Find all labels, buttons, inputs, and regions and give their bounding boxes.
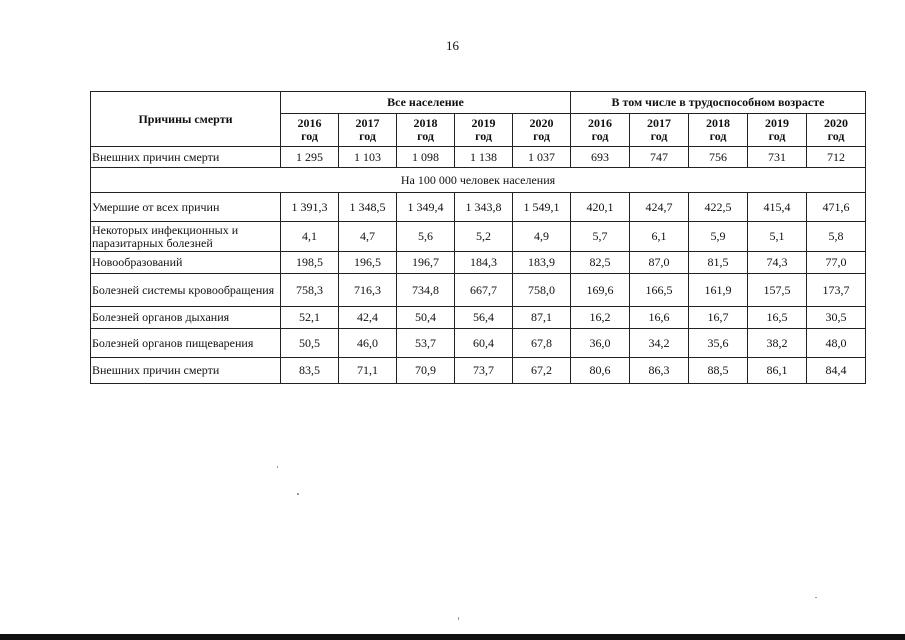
- value-cell: 67,8: [513, 329, 571, 358]
- table-row: [91, 358, 866, 384]
- value-cell: 183,9: [513, 252, 571, 274]
- group-header-all: Все население: [281, 92, 571, 114]
- value-cell: 67,2: [513, 358, 571, 384]
- year-header-cell: [689, 114, 748, 147]
- value-cell: 5,6: [397, 222, 455, 252]
- year-label: 2020: [824, 116, 848, 130]
- value-cell: 52,1: [281, 307, 339, 329]
- value-cell: 86,3: [630, 358, 689, 384]
- row-label: Новообразований: [91, 252, 281, 274]
- value-cell: 1 103: [339, 147, 397, 168]
- year-label: 2018: [413, 116, 438, 130]
- year-unit: год: [475, 129, 492, 143]
- row-label: Внешних причин смерти: [91, 358, 281, 384]
- scan-speck: [277, 466, 278, 468]
- value-cell: 734,8: [397, 274, 455, 307]
- value-cell: 747: [630, 147, 689, 168]
- year-header-cell: [397, 114, 455, 147]
- mortality-table: [90, 91, 866, 384]
- value-cell: 184,3: [455, 252, 513, 274]
- year-unit: год: [359, 129, 376, 143]
- table-row: [91, 307, 866, 329]
- row-label: Болезней органов пищеварения: [91, 329, 281, 358]
- value-cell: 16,6: [630, 307, 689, 329]
- value-cell: 48,0: [807, 329, 866, 358]
- row-label: Болезней системы кровообращения: [91, 274, 281, 307]
- value-cell: 420,1: [571, 193, 630, 222]
- value-cell: 758,3: [281, 274, 339, 307]
- causes-header: Причины смерти: [91, 92, 281, 147]
- value-cell: 716,3: [339, 274, 397, 307]
- value-cell: 1 138: [455, 147, 513, 168]
- year-label: 2020: [529, 116, 554, 130]
- value-cell: 70,9: [397, 358, 455, 384]
- year-unit: год: [768, 129, 786, 143]
- value-cell: 758,0: [513, 274, 571, 307]
- value-cell: 50,4: [397, 307, 455, 329]
- value-cell: 46,0: [339, 329, 397, 358]
- value-cell: 731: [748, 147, 807, 168]
- value-cell: 198,5: [281, 252, 339, 274]
- year-label: 2017: [647, 116, 671, 130]
- value-cell: 42,4: [339, 307, 397, 329]
- value-cell: 196,7: [397, 252, 455, 274]
- value-cell: 80,6: [571, 358, 630, 384]
- value-cell: 422,5: [689, 193, 748, 222]
- year-unit: год: [650, 129, 668, 143]
- value-cell: 667,7: [455, 274, 513, 307]
- value-cell: 1 349,4: [397, 193, 455, 222]
- year-unit: год: [827, 129, 845, 143]
- value-cell: 166,5: [630, 274, 689, 307]
- value-cell: 84,4: [807, 358, 866, 384]
- value-cell: 161,9: [689, 274, 748, 307]
- value-cell: 1 037: [513, 147, 571, 168]
- year-label: 2018: [706, 116, 730, 130]
- value-cell: 82,5: [571, 252, 630, 274]
- group-header-working-age: В том числе в трудоспособном возрасте: [571, 92, 866, 114]
- year-header-cell: [455, 114, 513, 147]
- value-cell: 71,1: [339, 358, 397, 384]
- value-cell: 73,7: [455, 358, 513, 384]
- value-cell: 157,5: [748, 274, 807, 307]
- page-number: 16: [446, 38, 459, 53]
- value-cell: 87,0: [630, 252, 689, 274]
- value-cell: 169,6: [571, 274, 630, 307]
- year-header-cell: [630, 114, 689, 147]
- value-cell: 53,7: [397, 329, 455, 358]
- value-cell: 86,1: [748, 358, 807, 384]
- scan-speck: [815, 597, 817, 598]
- value-cell: 83,5: [281, 358, 339, 384]
- value-cell: 1 549,1: [513, 193, 571, 222]
- year-label: 2017: [355, 116, 380, 130]
- value-cell: 81,5: [689, 252, 748, 274]
- rate-subheader: На 100 000 человек населения: [91, 168, 866, 193]
- year-unit: год: [591, 129, 609, 143]
- value-cell: 16,5: [748, 307, 807, 329]
- value-cell: 88,5: [689, 358, 748, 384]
- year-header-cell: [339, 114, 397, 147]
- value-cell: 1 295: [281, 147, 339, 168]
- year-unit: год: [709, 129, 727, 143]
- value-cell: 712: [807, 147, 866, 168]
- scan-speck: [458, 617, 459, 620]
- value-cell: 74,3: [748, 252, 807, 274]
- value-cell: 196,5: [339, 252, 397, 274]
- value-cell: 5,8: [807, 222, 866, 252]
- year-header-cell: [513, 114, 571, 147]
- value-cell: 38,2: [748, 329, 807, 358]
- year-unit: год: [417, 129, 434, 143]
- year-header-cell: [748, 114, 807, 147]
- value-cell: 4,9: [513, 222, 571, 252]
- value-cell: 1 098: [397, 147, 455, 168]
- value-cell: 56,4: [455, 307, 513, 329]
- row-label: Некоторых инфекционных и паразитарных болезней: [91, 222, 281, 252]
- table-row: [91, 193, 866, 222]
- value-cell: 30,5: [807, 307, 866, 329]
- value-cell: 4,1: [281, 222, 339, 252]
- value-cell: 16,7: [689, 307, 748, 329]
- table-row: [91, 329, 866, 358]
- table-row: [91, 274, 866, 307]
- value-cell: 5,7: [571, 222, 630, 252]
- year-label: 2016: [297, 116, 322, 130]
- value-cell: 693: [571, 147, 630, 168]
- value-cell: 77,0: [807, 252, 866, 274]
- value-cell: 34,2: [630, 329, 689, 358]
- year-unit: год: [301, 129, 318, 143]
- scan-speck: [297, 493, 299, 495]
- value-cell: 5,1: [748, 222, 807, 252]
- year-header-cell: [571, 114, 630, 147]
- value-cell: 16,2: [571, 307, 630, 329]
- value-cell: 1 391,3: [281, 193, 339, 222]
- row-label: Умершие от всех причин: [91, 193, 281, 222]
- year-header-cell: [807, 114, 866, 147]
- value-cell: 173,7: [807, 274, 866, 307]
- row-label: Внешних причин смерти: [91, 147, 281, 168]
- year-unit: год: [533, 129, 550, 143]
- value-cell: 424,7: [630, 193, 689, 222]
- table-row: [91, 252, 866, 274]
- value-cell: 4,7: [339, 222, 397, 252]
- value-cell: 35,6: [689, 329, 748, 358]
- value-cell: 1 343,8: [455, 193, 513, 222]
- value-cell: 50,5: [281, 329, 339, 358]
- year-header-cell: [281, 114, 339, 147]
- scan-edge: [0, 634, 905, 640]
- table-row: [91, 222, 866, 252]
- value-cell: 415,4: [748, 193, 807, 222]
- year-label: 2019: [471, 116, 496, 130]
- value-cell: 5,9: [689, 222, 748, 252]
- value-cell: 756: [689, 147, 748, 168]
- value-cell: 36,0: [571, 329, 630, 358]
- value-cell: 1 348,5: [339, 193, 397, 222]
- value-cell: 5,2: [455, 222, 513, 252]
- table-row: [91, 147, 866, 168]
- value-cell: 6,1: [630, 222, 689, 252]
- year-label: 2019: [765, 116, 789, 130]
- value-cell: 87,1: [513, 307, 571, 329]
- rate-subheader-row: [91, 168, 866, 193]
- value-cell: 471,6: [807, 193, 866, 222]
- row-label: Болезней органов дыхания: [91, 307, 281, 329]
- value-cell: 60,4: [455, 329, 513, 358]
- year-label: 2016: [588, 116, 612, 130]
